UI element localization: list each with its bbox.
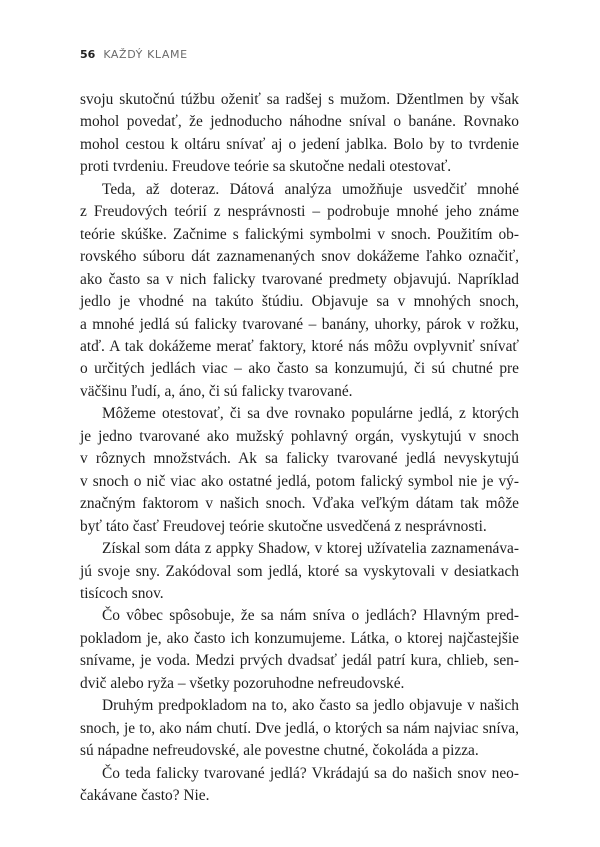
text-line: Druhým predpokladom na to, ako často sa jedlo objavuje v našich	[102, 697, 519, 715]
text-line: byť táto časť Freudovej teórie skutočne usvedčená z nesprávnosti.	[80, 517, 487, 535]
text-line: Môžeme otestovať, či sa dve rovnako populárne jedlá, z ktorých	[102, 405, 519, 423]
text-line: Získal som dáta z appky Shadow, v ktorej užívatelia zaznamenáva-	[102, 540, 519, 558]
text-line: sú nápadne nefreudovské, ale povestne chutné, čokoláda a pizza.	[80, 742, 479, 760]
text-line: čakávane často? Nie.	[80, 787, 210, 805]
text-line: snívame, je voda. Medzi prvých dvadsať jedál patrí kura, chlieb, sen-	[80, 652, 519, 670]
text-line: pokladom je, ako často ich konzumujeme. Látka, o ktorej najčastejšie	[80, 629, 519, 647]
text-line: atď. A tak dokážeme merať faktory, ktoré nás môžu ovplyvniť snívať	[80, 337, 519, 355]
text-line: značným faktorom v našich snoch. Vďaka veľkým dátam tak môže	[80, 495, 519, 513]
text-line: Teda, až doteraz. Dátová analýza umožňuje usvedčiť mnohé	[102, 180, 519, 198]
text-line: proti tvrdeniu. Freudove teórie sa skutočne nedali otestovať.	[80, 158, 452, 176]
text-line: Čo teda falicky tvarované jedlá? Vkrádajú sa do našich snov neo-	[102, 764, 519, 782]
text-line: mohol povedať, že jednoducho náhodne sníval o banáne. Rovnako	[80, 113, 519, 131]
paragraph	[80, 89, 519, 179]
paragraph	[80, 538, 519, 605]
text-line: rovského súboru dát zaznamenaných snov dokážeme ľahko označiť,	[80, 248, 519, 266]
paragraph	[80, 403, 519, 538]
text-line: z Freudových teórií z nesprávnosti – podrobuje mnohé jeho známe	[80, 203, 519, 221]
running-head	[80, 48, 188, 61]
text-line: dvič alebo ryža – všetky pozoruhodne nefreudovské.	[80, 674, 405, 692]
text-line: je jedno tvarované ako mužský pohlavný orgán, vyskytujú v snoch	[80, 427, 519, 445]
text-line: a mnohé jedlá sú falicky tvarované – banány, uhorky, párok v rožku,	[80, 315, 519, 333]
text-line: tisícoch snov.	[80, 584, 164, 602]
page-number: 56	[80, 48, 96, 61]
paragraph	[80, 605, 519, 695]
body-text	[80, 89, 519, 808]
text-line: mohol cestou k oltáru snívať aj o jedení jablka. Bolo by to tvrdenie	[80, 135, 519, 153]
paragraph	[80, 179, 519, 404]
text-line: ako často sa v nich falicky tvarované predmety objavujú. Napríklad	[80, 270, 519, 288]
text-line: väčšinu ľudí, a, áno, či sú falicky tvarované.	[80, 382, 353, 400]
text-line: jedlo je vhodné na takúto štúdiu. Objavuje sa v mnohých snoch,	[80, 293, 519, 311]
text-line: v snoch o nič viac ako ostatné jedlá, potom falický symbol nie je vý-	[80, 472, 519, 490]
text-line: snoch, je to, ako nám chutí. Dve jedlá, o ktorých sa nám najviac sníva,	[80, 719, 519, 737]
text-line: teórie skúške. Začnime s falickými symbolmi v snoch. Použitím ob-	[80, 225, 519, 243]
text-line: o určitých jedlách viac – ako často sa konzumujú, či sú chutné pre	[80, 360, 519, 378]
running-title: KAŽDÝ KLAME	[103, 48, 188, 61]
text-line: v rôznych množstvách. Ak sa falicky tvarované jedlá nevyskytujú	[80, 450, 519, 468]
paragraph	[80, 695, 519, 762]
text-line: svoju skutočnú túžbu oženiť sa radšej s mužom. Džentlmen by však	[80, 91, 519, 108]
text-line: Čo vôbec spôsobuje, že sa nám sníva o jedlách? Hlavným pred-	[102, 607, 519, 625]
paragraph	[80, 763, 519, 808]
text-line: jú svoje sny. Zakódoval som jedlá, ktoré sa vyskytovali v desiatkach	[80, 562, 519, 580]
